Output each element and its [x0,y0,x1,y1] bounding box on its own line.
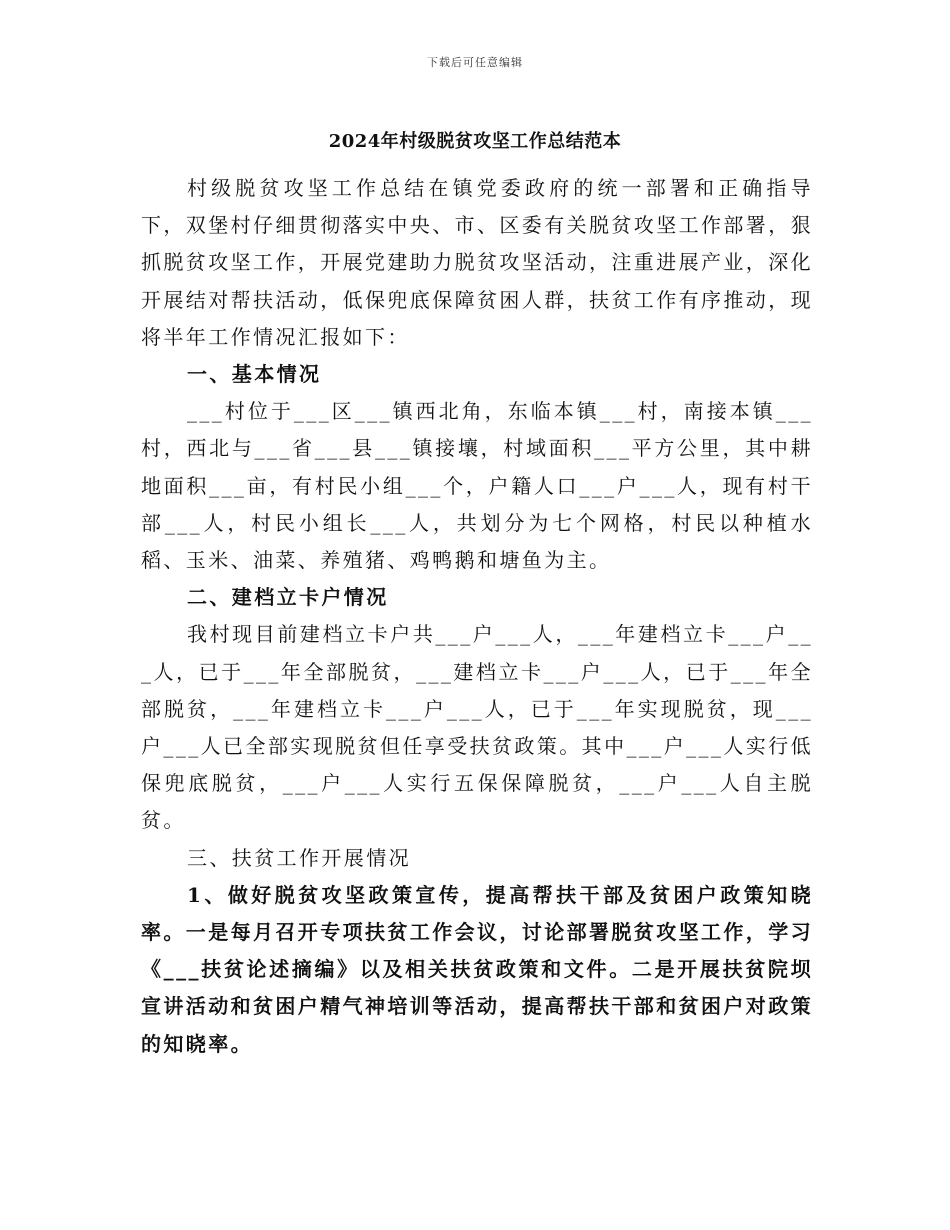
poverty-work-item-1: 1、做好脱贫攻坚政策宣传，提高帮扶干部及贫困户政策知晓率。一是每月召开专项扶贫工作会议，讨论部署脱贫攻坚工作，学习《___扶贫论述摘编》以及相关扶贫政策和文件。二是开展扶贫院坝宣讲活动和贫困户精气神培训等活动，提高帮扶干部和贫困户对政策的知晓率。 [141,882,813,1056]
document-body [141,170,813,1063]
document-title: 2024年村级脱贫攻坚工作总结范本 [328,131,622,152]
section-heading-registered-households: 二、建档立卡户情况 [187,585,389,610]
registered-households-paragraph: 我村现目前建档立卡户共___户___人，___年建档立卡___户___人，已于___年全部脱贫，___建档立卡___户___人，已于___年全部脱贫，___年建档立卡___户___人，已于___年实现脱贫，现___户___人已全部实现脱贫但任享受扶贫政策。其中___户___人实行低保兜底脱贫，___户___人实行五保保障脱贫，___户___人自主脱贫。 [141,622,813,833]
header-note: 下载后可任意编辑 [427,56,523,69]
basic-info-paragraph: ___村位于___区___镇西北角，东临本镇___村，南接本镇___村，西北与___省___县___镇接壤，村域面积___平方公里，其中耕地面积___亩，有村民小组___个，户籍人口___户___人，现有村干部___人，村民小组长___人，共划分为七个网格，村民以种植水稻、玉米、油菜、养殖猪、鸡鸭鹅和塘鱼为主。 [141,399,813,573]
section-heading-basic-info: 一、基本情况 [187,362,322,387]
intro-paragraph: 村级脱贫攻坚工作总结在镇党委政府的统一部署和正确指导下，双堡村仔细贯彻落实中央、市、区委有关脱贫攻坚工作部署，狠抓脱贫攻坚工作，开展党建助力脱贫攻坚活动，注重进展产业，深化开展结对帮扶活动，低保兜底保障贫困人群，扶贫工作有序推动，现将半年工作情况汇报如下： [141,176,813,349]
section-heading-poverty-work: 三、扶贫工作开展情况 [187,845,411,870]
